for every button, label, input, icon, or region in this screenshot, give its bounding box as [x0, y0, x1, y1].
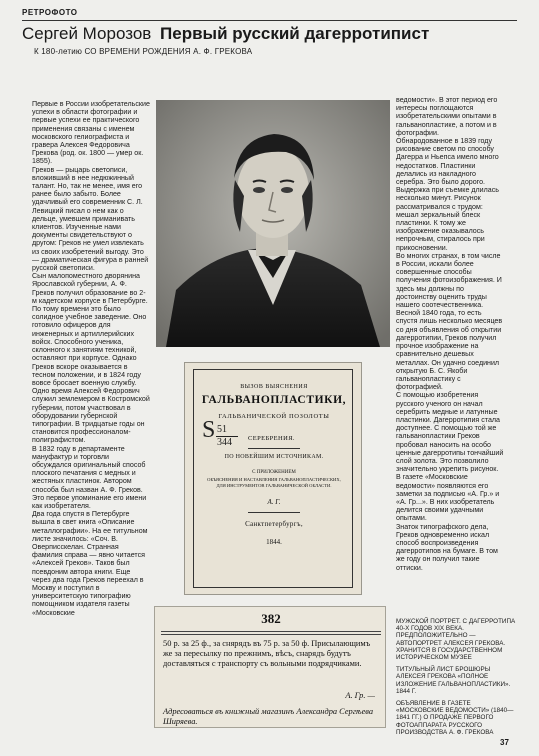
portrait-illustration	[156, 100, 390, 347]
paragraph: Обнародованное в 1839 году рисование светом по способу Дагерра и Ньепса имело много недостатков. Пластинки делались из накладного серебра. Это было дорого. Выдержка при съемке длилась несколько минут. Рисунок рассматривался с трудом: мешал зеркальный блеск пластинки. К тому же изображение оказывалось непрочным, стиралось при прикосновении.	[396, 137, 499, 252]
article-title: Первый русский дагерротипист	[160, 24, 430, 43]
header-rule	[22, 20, 517, 21]
title-page-line: ВЫЗОВ ВЫЯСНЕНИЯ	[240, 384, 308, 390]
library-stamp	[202, 417, 244, 462]
caption: ТИТУЛЬНЫЙ ЛИСТ БРОШЮРЫ АЛЕКСЕЯ ГРЕКОВА «ПОЛНОЕ ИЗЛОЖЕНИЕ ГАЛЬВАНОПЛАСТИКИ». 1844 Г.	[396, 666, 511, 695]
paragraph: Знаток типографского дела, Греков одновременно искал способ воспроизведения дагерротипов на бумаге. В том же году он получил такие оттиски.	[396, 522, 498, 572]
title-page-line: ПО НОВЕЙШИМ ИСТОЧНИКАМ.	[224, 454, 324, 460]
paragraph: Одно время Алексей Федорович служил землемером в Костромской губернии, потом участвовал в оборудовании губернской типографии. В тридцатые годы он становится профессионалом-полиграфистом.	[32, 387, 150, 445]
right-text-column	[396, 96, 504, 572]
title-page-line: СЕРЕБРЕНИЯ.	[248, 435, 295, 442]
paragraph: Во многих странах, в том числе в России, искали более совершенные способы получения фотоизображения. И здесь мы должны по достоинству оценить труды нашего соотечественника. Весной 1840 года, то есть спустя лишь несколько месяцев со дня объявления об открытии дагерротипии, Греков получил прочное изображение на сравнительно дешевых металлах. Он удачно соединил открытую Б. С. Якоби гальванопластику с фотографией.	[396, 251, 503, 392]
paragraph: Первые в России изобретательские успехи в области фотографии и первые успехи ее практического применения связаны с именем московского гелиографиста и гравера Алексея Федоровича Грекова (род. ок. 1800 — умер ок. 1855).	[32, 100, 150, 166]
clipping-rule	[161, 631, 381, 632]
title-page-rule	[248, 512, 300, 513]
title-page-line: С ПРИЛОЖЕНИЕМ	[252, 470, 296, 475]
clipping-rule	[161, 634, 381, 635]
brochure-title-page	[184, 362, 362, 595]
stamp-letter: S	[202, 417, 216, 443]
title-page-initials: А. Г.	[267, 498, 281, 506]
stamp-number: 51	[217, 424, 227, 435]
title-page-main-title: ГАЛЬВАНОПЛАСТИКИ,	[201, 394, 347, 406]
left-text-column	[32, 100, 150, 617]
clipping-address: Адресоваться въ книжный магазинъ Александра Сергѣева Ширяева.	[163, 707, 374, 726]
paragraph: ведомости». В этот период его интересы поглощаются изобретательскими опытами в гальванопластике, а потом и в фотографии.	[396, 96, 498, 137]
caption: МУЖСКОЙ ПОРТРЕТ. С ДАГЕРРОТИПА 40-Х ГОДОВ XIX ВЕКА. ПРЕДПОЛОЖИТЕЛЬНО — АВТОПОРТРЕТ АЛЕКСЕЯ ГРЕКОВА. ХРАНИТСЯ В ГОСУДАРСТВЕННОМ ИСТОРИЧЕСКОМ МУЗЕЕ	[396, 618, 516, 662]
newspaper-clipping	[154, 606, 386, 728]
clipping-page-number: 382	[261, 611, 281, 626]
image-captions	[396, 618, 520, 741]
stamp-number: 344	[217, 437, 232, 448]
paragraph: Два года спустя в Петербурге вышла в свет книга «Описание металлографии». На ее титульном листе значилось: «Соч. В. Оверписскелан. Странная фамилия справа — явно читается «Алексей Греков». Таков был псевдоним автора книги. Еще через два года Греков переехал в Москву и поступил в университетскую типографию помощником издателя газеты «Московские	[32, 510, 148, 617]
clipping-signature: А. Гр. —	[345, 691, 375, 700]
title-page-line: ОБЪЯСНЕНИЯ И НАСТАВЛЕНИЯ ГАЛЬВАНОПЛАСТИЧЕСКИХ, ДЛЯ ИНСТРУМЕНТОВ ГАЛЬВАНИЧЕСКОЙ ОБЛАСТИ.	[207, 477, 341, 488]
paragraph: С помощью изобретения русского ученого он начал серебрить медные и латунные пластинки. Дагерротипия стала доступнее. С помощью той же гальванопластики Греков пробовал наносить на особо ценные дагерротипы тончайший слой золота. Это позволило значительно укрепить рисунок. В газете «Московские ведомости» появляются его заметки за подписью «А. Гр.» и «А. Гр...». В них изобретатель делится своими удачными опытами.	[396, 391, 504, 523]
title-page-city: Санктпетербургъ,	[245, 520, 303, 528]
section-rubric: РЕТРОФОТО	[22, 8, 78, 17]
paragraph: Сын малопоместного дворянина Ярославской губернии, А. Ф. Греков получил образование во 2-м кадетском корпусе в Петербурге. По тому времени это было солидное учебное заведение. Оно готовило офицеров для инженерных и артиллерийских войск. Способного ученика, склонного к занятиям техникой, оставляют при корпусе. Однако Греков вскоре оказывается в тесном положении, и в 1824 году вовсе бросает военную службу.	[32, 272, 148, 387]
article-subtitle: К 180-летию СО ВРЕМЕНИ РОЖДЕНИЯ А. Ф. ГРЕКОВА	[34, 47, 253, 56]
page-number: 37	[500, 738, 509, 747]
title-page-year: 1844.	[266, 538, 282, 546]
paragraph: Греков — рыцарь светописи, вложивший в нее недюжинный талант. Но, так не менее, имя его ранее было забыто. Более удачливый его современник С. Л. Левицкий писал о нем как о дельце, умевшем приманивать клиентов. Изученные нами документы свидетельствуют о другом: Греков не умел извлекать из своих изобретений выгоду. Это — драматическая фигура в ранней русской светописи.	[32, 165, 149, 273]
title-page-frame	[193, 369, 353, 588]
portrait-photo	[156, 100, 390, 347]
article-author: Сергей Морозов	[22, 24, 152, 43]
paragraph: В 1832 году в департаменте мануфактур и торговли обсуждался оригинальный способ плоского печатания с медных и жестяных пластинок. Автором способа был назван А. Ф. Греков. Это первое упоминание его имени как изобретателя.	[32, 444, 147, 510]
article-headline	[22, 24, 522, 44]
caption: ОБЪЯВЛЕНИЕ В ГАЗЕТЕ «МОСКОВСКИЕ ВЕДОМОСТИ» (1840—1841 ГГ.) О ПРОДАЖЕ ПЕРВОГО ФОТОАППАРАТА РУССКОГО ПРОИЗВОДСТВА А. Ф. ГРЕКОВА	[396, 700, 514, 736]
title-page-line: ГАЛЬВАНИЧЕСКОЙ ПОЗОЛОТЫ	[218, 413, 330, 420]
clipping-text: 50 р. за 25 ф., за снярядъ въ 75 р. за 50 ф. Присылающимъ же за пересылку по прежнимъ, вѣсъ, снарядъ будутъ доставляться с транспорту съ вольными подрядчиками.	[163, 639, 371, 669]
title-page-rule	[248, 448, 300, 449]
